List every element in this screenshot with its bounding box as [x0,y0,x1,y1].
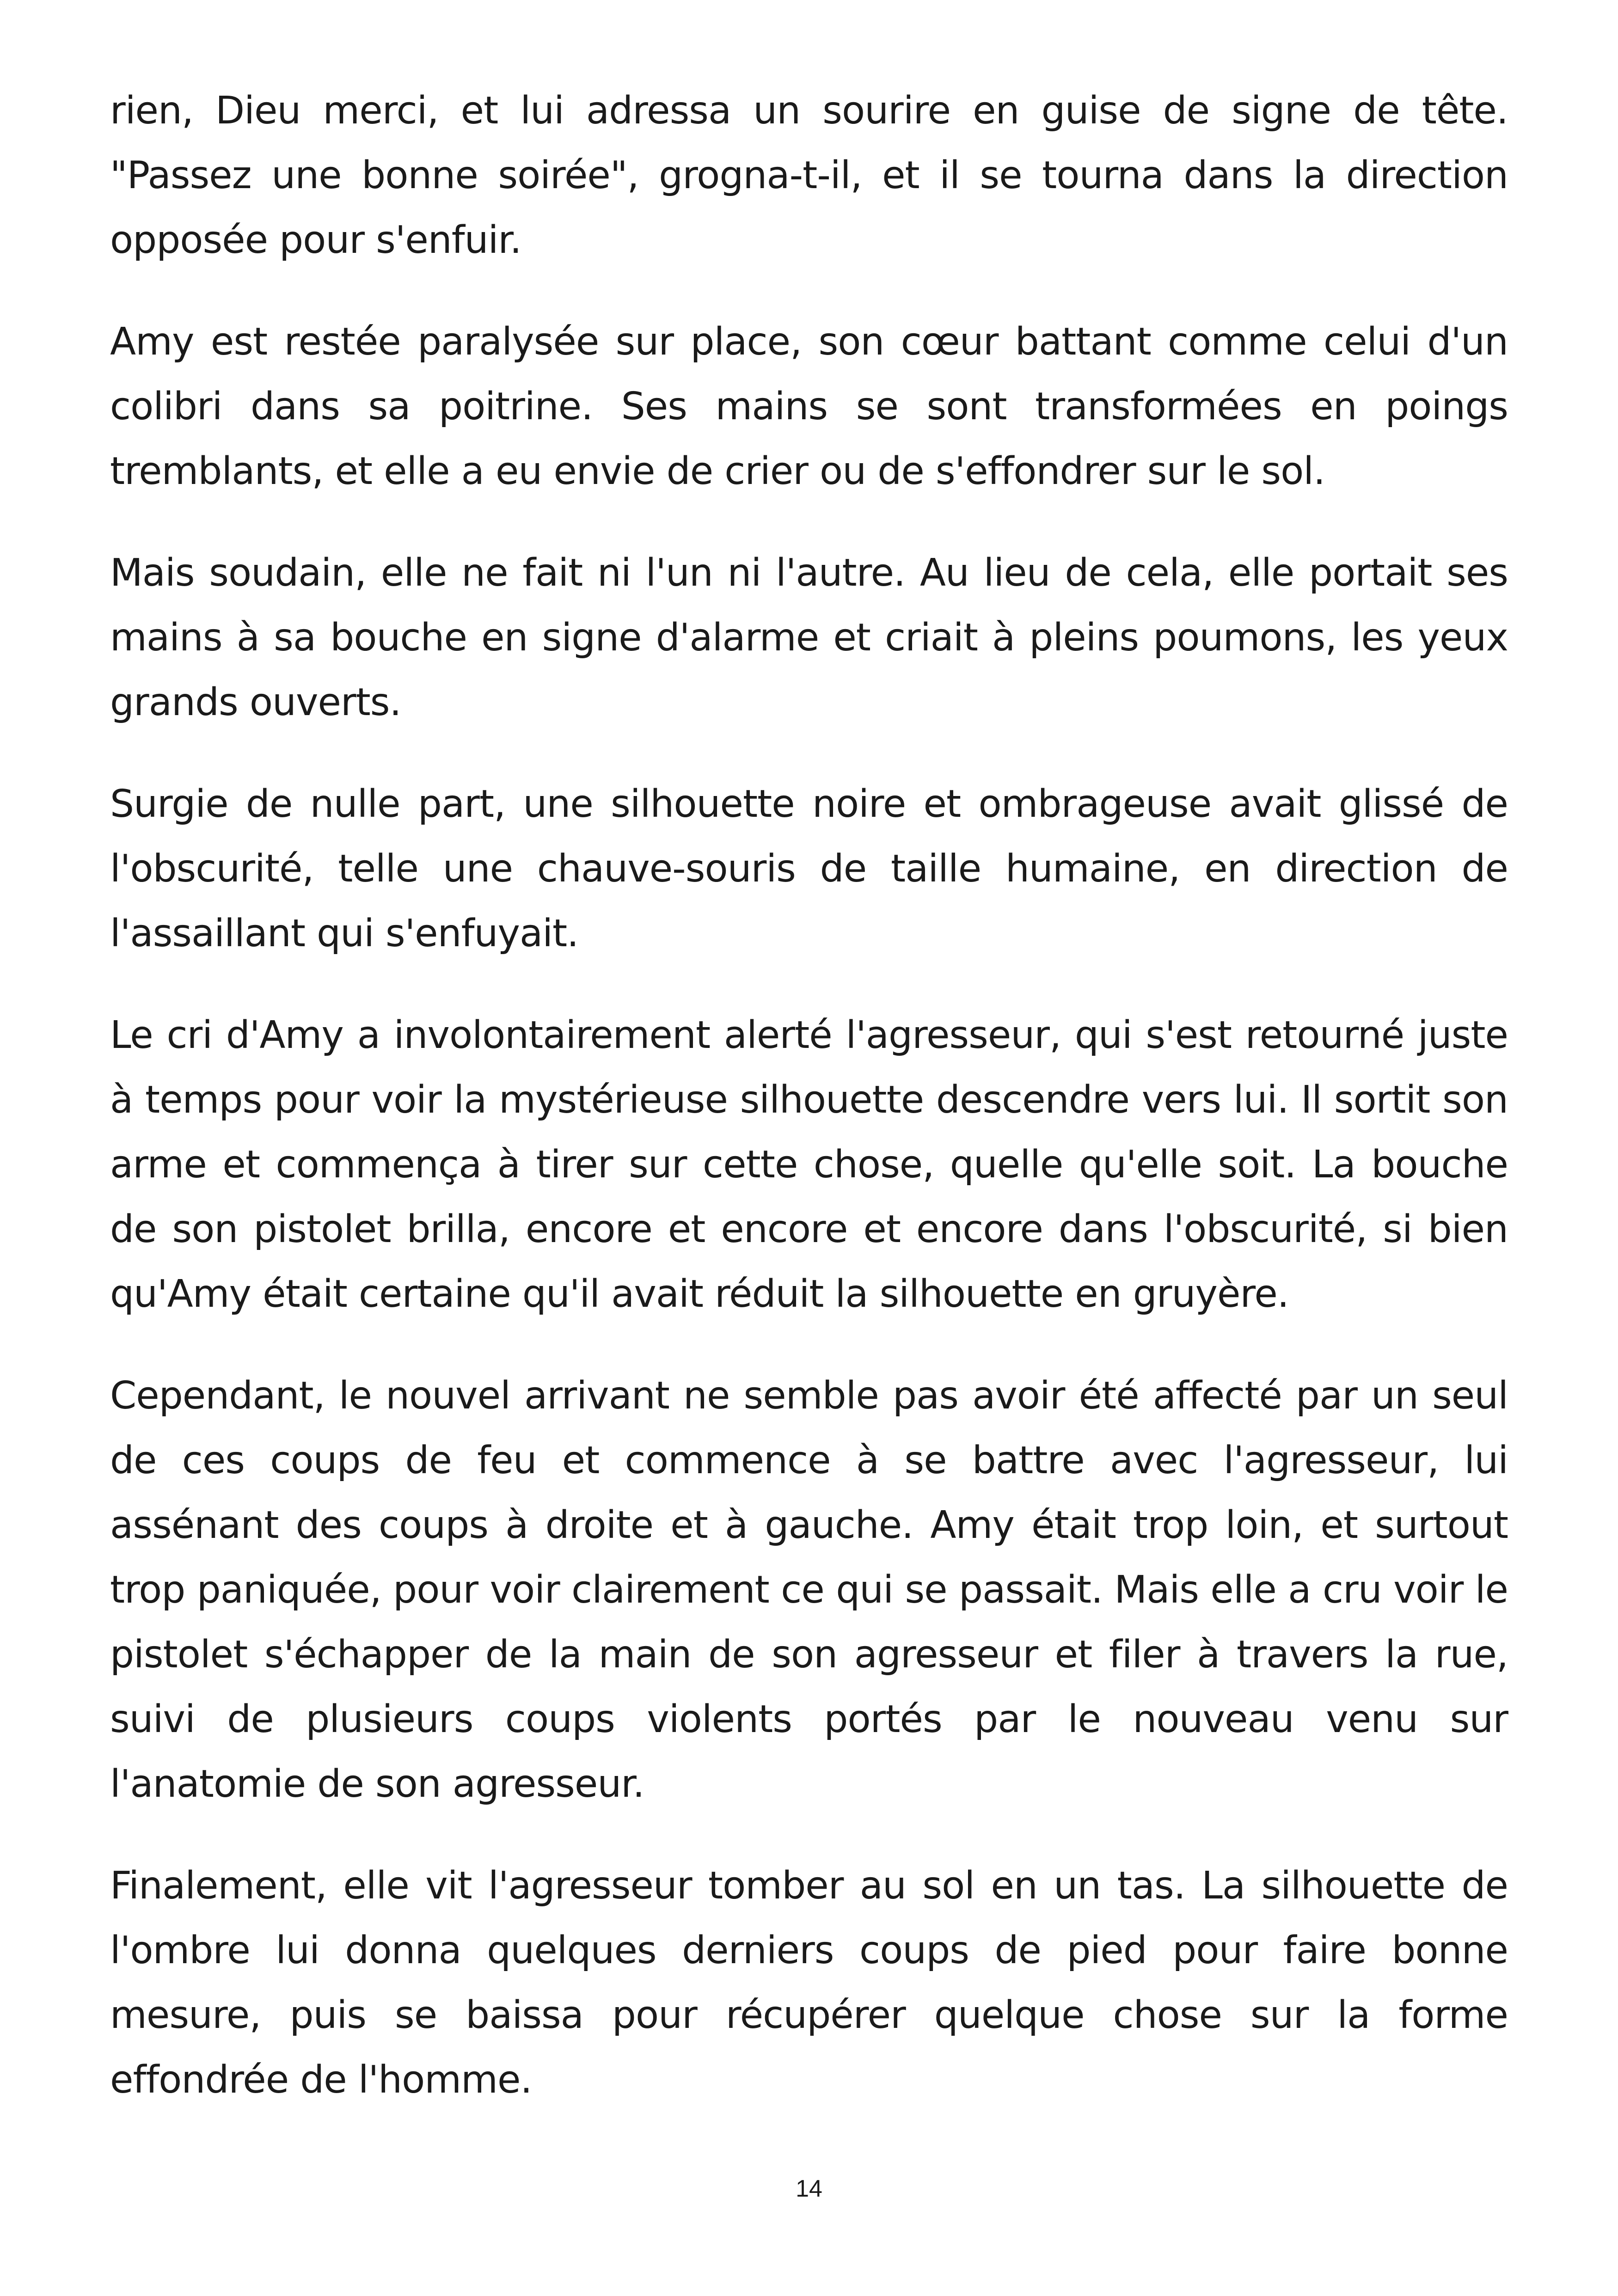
body-text [110,79,1508,2112]
paragraph: Finalement, elle vit l'agresseur tomber au sol en un tas. La silhouette de l'ombre lui donna quelques derniers coups de pied pour faire bonne mesure, puis se baissa pour récupérer quelque chose sur la forme effondrée de l'homme. [110,1864,1508,2102]
page-number: 14 [796,2175,822,2202]
paragraph: Amy est restée paralysée sur place, son cœur battant comme celui d'un colibri dans sa poitrine. Ses mains se sont transformées en poings tremblants, et elle a eu envie de crier ou de s'effondrer sur le sol. [110,320,1508,493]
paragraph: Cependant, le nouvel arrivant ne semble pas avoir été affecté par un seul de ces coups de feu et commence à se battre avec l'agresseur, lui assénant des coups à droite et à gauche. Amy était trop loin, et surtout trop paniquée, pour voir clairement ce qui se passait. Mais elle a cru voir le pistolet s'échapper de la main de son agresseur et filer à travers la rue, suivi de plusieurs coups violents portés par le nouveau venu sur l'anatomie de son agresseur. [110,1374,1508,1806]
paragraph: rien, Dieu merci, et lui adressa un sourire en guise de signe de tête. "Passez une bonne soirée", grogna-t-il, et il se tourna dans la direction opposée pour s'enfuir. [110,89,1508,262]
paragraph: Le cri d'Amy a involontairement alerté l'agresseur, qui s'est retourné juste à temps pour voir la mystérieuse silhouette descendre vers lui. Il sortit son arme et commença à tirer sur cette chose, quelle qu'elle soit. La bouche de son pistolet brilla, encore et encore et encore dans l'obscurité, si bien qu'Amy était certaine qu'il avait réduit la silhouette en gruyère. [110,1013,1508,1316]
paragraph: Surgie de nulle part, une silhouette noire et ombrageuse avait glissé de l'obscurité, telle une chauve-souris de taille humaine, en direction de l'assaillant qui s'enfuyait. [110,782,1508,955]
paragraph: Mais soudain, elle ne fait ni l'un ni l'autre. Au lieu de cela, elle portait ses mains à sa bouche en signe d'alarme et criait à pleins poumons, les yeux grands ouverts. [110,551,1508,724]
